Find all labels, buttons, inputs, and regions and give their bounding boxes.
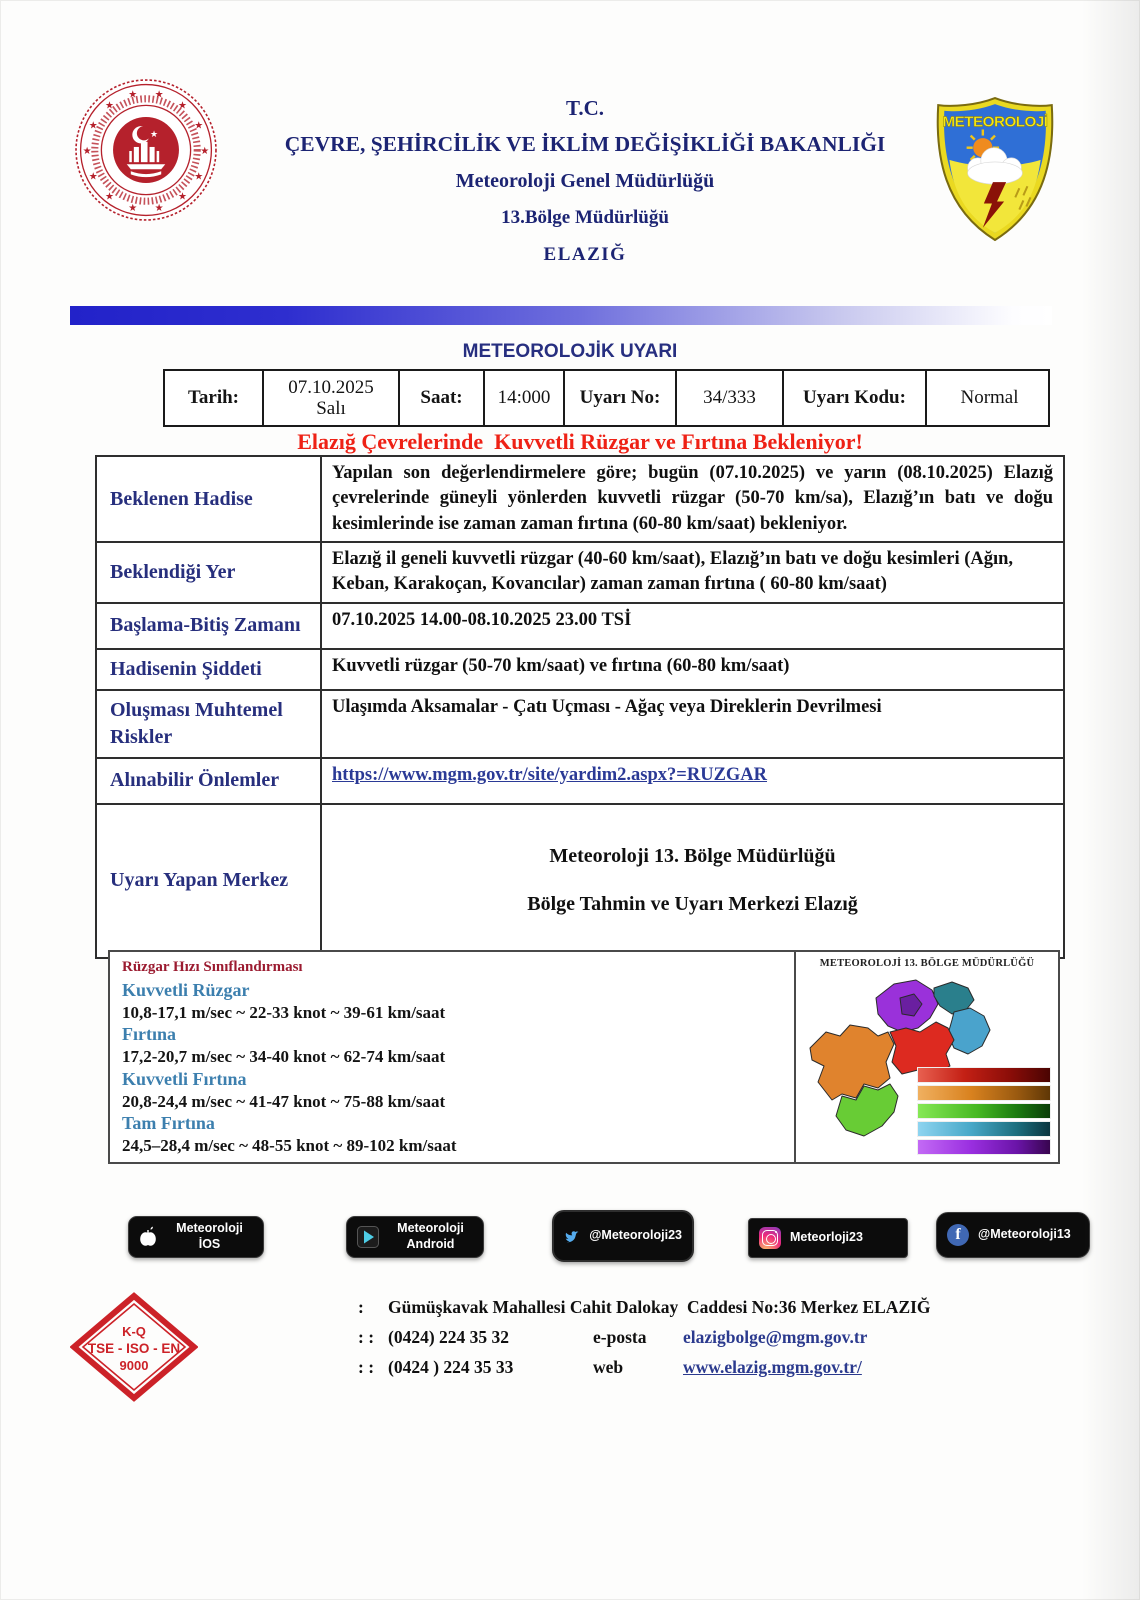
warning-code-value: Normal bbox=[925, 371, 1052, 425]
facebook-button[interactable] bbox=[936, 1212, 1090, 1258]
table-row bbox=[97, 689, 1063, 757]
app-android-button[interactable] bbox=[346, 1216, 484, 1258]
apple-icon bbox=[139, 1226, 157, 1248]
facebook-icon: f bbox=[947, 1224, 969, 1246]
svg-text:★: ★ bbox=[200, 146, 210, 158]
table-row bbox=[97, 803, 1063, 957]
table-row bbox=[97, 457, 1063, 541]
twitter-handle: @Meteoroloji23 bbox=[589, 1228, 682, 1243]
svg-text:★: ★ bbox=[194, 120, 204, 132]
app-ios-label: Meteoroloji İOS bbox=[176, 1221, 243, 1251]
expected-event-value: Yapılan son değerlendirmelere göre; bugün (07.10.2025) ve yarın (08.10.2025) Elazığ çevrelerinde güneyli yönlerden kuvvetli rüzgar (50-70 km/sa), Elazığ’ın batı ve doğu kesimlerinde ise zaman zaman fırtına (60-80 km/saat) bekleniyor. bbox=[332, 463, 1053, 534]
table-row bbox=[97, 602, 1063, 648]
possible-risks-label: Oluşması Muhtemel Riskler bbox=[97, 691, 322, 757]
table-row bbox=[97, 541, 1063, 602]
app-ios-button[interactable] bbox=[128, 1216, 264, 1258]
start-end-time-value: 07.10.2025 14.00-08.10.2025 23.00 TSİ bbox=[332, 609, 632, 630]
class-name-strong-wind: Kuvvetli Rüzgar bbox=[122, 980, 250, 1000]
legend-bar-purple bbox=[918, 1140, 1050, 1154]
wind-classification-title: Rüzgar Hızı Sınıflandırması bbox=[122, 959, 303, 975]
ministry-seal-logo bbox=[74, 78, 218, 222]
issuing-center-value bbox=[322, 805, 1063, 957]
date-label: Tarih: bbox=[187, 387, 240, 409]
legend-bar-blue bbox=[918, 1122, 1050, 1136]
header-general-directorate: Meteoroloji Genel Müdürlüğü bbox=[455, 170, 715, 192]
event-severity-label: Hadisenin Şiddeti bbox=[97, 650, 322, 689]
contact-address-row bbox=[358, 1297, 1038, 1318]
website-link[interactable]: www.elazig.mgm.gov.tr/ bbox=[683, 1357, 862, 1377]
photo-edge-shade bbox=[1082, 0, 1140, 1600]
phone1-prefix: : : bbox=[358, 1327, 375, 1347]
region-map-panel bbox=[794, 952, 1058, 1162]
warning-detail-table bbox=[95, 455, 1065, 959]
warning-no-value: 34/333 bbox=[675, 371, 782, 425]
warning-code-label: Uyarı Kodu: bbox=[782, 371, 925, 425]
table-row bbox=[97, 648, 1063, 689]
address-prefix: : bbox=[358, 1297, 364, 1317]
date-value-date: 07.10.2025 bbox=[288, 376, 374, 398]
header-city: ELAZIĞ bbox=[543, 244, 627, 265]
legend-bar-red bbox=[918, 1068, 1050, 1082]
expected-location-label: Beklendiği Yer bbox=[97, 543, 322, 602]
expected-event-label: Beklenen Hadise bbox=[97, 457, 322, 541]
svg-text:★: ★ bbox=[128, 202, 138, 214]
svg-text:★: ★ bbox=[88, 171, 98, 183]
tse-mid-text: TSE - ISO - EN bbox=[87, 1341, 181, 1356]
precautions-value bbox=[322, 759, 1063, 803]
region-map-title: METEOROLOJİ 13. BÖLGE MÜDÜRLÜĞÜ bbox=[819, 958, 1035, 969]
expected-location-value: Elazığ il geneli kuvvetli rüzgar (40-60 km/saat), Elazığ’ın batı ve doğu kesimleri (Ağın, Keban, Karakoçan, Kovancılar) zaman zaman fırtına ( 60-80 km/saat) bbox=[332, 549, 1014, 595]
contact-block bbox=[358, 1297, 1038, 1387]
phone1-value: (0424) 224 35 32 bbox=[388, 1327, 510, 1347]
svg-text:★: ★ bbox=[104, 191, 115, 203]
legend-bar-green bbox=[918, 1104, 1050, 1118]
wind-classification-list bbox=[110, 952, 794, 1162]
possible-risks-value: Ulaşımda Aksamalar - Çatı Uçması - Ağaç veya Direklerin Devrilmesi bbox=[332, 696, 882, 717]
class-name-full-storm: Tam Fırtına bbox=[122, 1113, 215, 1134]
start-end-time-label: Başlama-Bitiş Zamanı bbox=[97, 604, 322, 648]
svg-text:★: ★ bbox=[177, 100, 188, 112]
map-legend bbox=[918, 1064, 1050, 1154]
header-ministry: ÇEVRE, ŞEHİRCİLİK VE İKLİM DEĞİŞİKLİĞİ BAKANLIĞI bbox=[284, 132, 886, 156]
google-play-icon bbox=[357, 1226, 379, 1248]
issuing-center-line1: Meteoroloji 13. Bölge Müdürlüğü bbox=[549, 845, 836, 868]
instagram-button[interactable] bbox=[748, 1218, 908, 1258]
facebook-handle: @Meteoroloji13 bbox=[978, 1227, 1071, 1242]
event-severity-value: Kuvvetli rüzgar (50-70 km/saat) ve fırtına (60-80 km/saat) bbox=[332, 655, 790, 676]
time-label: Saat: bbox=[398, 371, 483, 425]
svg-text:★: ★ bbox=[82, 146, 92, 158]
svg-text:★: ★ bbox=[88, 120, 98, 132]
class-name-storm: Fırtına bbox=[122, 1024, 176, 1045]
date-value-day: Salı bbox=[316, 398, 346, 419]
class-name-strong-storm: Kuvvetli Fırtına bbox=[122, 1068, 247, 1089]
svg-text:★: ★ bbox=[128, 89, 138, 101]
alert-title: METEOROLOJİK UYARI bbox=[462, 341, 678, 362]
contact-phone1-row bbox=[358, 1327, 1038, 1348]
wind-classification-panel bbox=[108, 950, 1060, 1164]
svg-text:★: ★ bbox=[104, 100, 115, 112]
svg-text:★: ★ bbox=[154, 89, 164, 101]
address-text: Gümüşkavak Mahallesi Cahit Dalokay Caddesi No:36 Merkez ELAZIĞ bbox=[388, 1297, 931, 1317]
class-range-storm: 17,2-20,7 m/sec ~ 34-40 knot ~ 62-74 km/saat bbox=[122, 1047, 446, 1067]
warning-no-label: Uyarı No: bbox=[563, 371, 675, 425]
time-value: 14:000 bbox=[483, 371, 563, 425]
twitter-icon bbox=[564, 1226, 580, 1246]
web-label: web bbox=[593, 1357, 624, 1377]
instagram-handle: Meteorloji23 bbox=[790, 1230, 863, 1245]
class-range-strong-wind: 10,8-17,1 m/sec ~ 22-33 knot ~ 39-61 km/saat bbox=[122, 1002, 446, 1022]
alert-info-table bbox=[163, 369, 1050, 427]
phone2-value: (0424 ) 224 35 33 bbox=[388, 1357, 514, 1377]
meteorology-shield-logo bbox=[932, 95, 1058, 243]
date-value bbox=[262, 371, 398, 425]
eposta-value: elazigbolge@mgm.gov.tr bbox=[683, 1327, 868, 1347]
phone2-prefix: : : bbox=[358, 1357, 375, 1377]
svg-text:★: ★ bbox=[177, 191, 188, 203]
document-header bbox=[200, 96, 970, 266]
contact-phone2-row bbox=[358, 1357, 1038, 1378]
twitter-button[interactable] bbox=[552, 1210, 694, 1262]
tse-top-text: K-Q bbox=[122, 1324, 146, 1339]
precautions-label: Alınabilir Önlemler bbox=[97, 759, 322, 803]
header-region-directorate: 13.Bölge Müdürlüğü bbox=[501, 207, 669, 228]
tse-bottom-text: 9000 bbox=[119, 1358, 149, 1373]
tse-iso-logo bbox=[70, 1292, 198, 1402]
app-android-label: Meteoroloji Android bbox=[397, 1221, 464, 1251]
class-range-strong-storm: 20,8-24,4 m/sec ~ 41-47 knot ~ 75-88 km/saat bbox=[122, 1091, 446, 1111]
warning-headline: Elazığ Çevrelerinde Kuvvetli Rüzgar ve Fırtına Bekleniyor! bbox=[297, 429, 863, 454]
issuing-center-line2: Bölge Tahmin ve Uyarı Merkezi Elazığ bbox=[527, 892, 858, 915]
header-tc: T.C. bbox=[565, 96, 605, 120]
eposta-label: e-posta bbox=[593, 1327, 647, 1347]
shield-logo-text: METEOROLOJİ bbox=[942, 113, 1048, 131]
issuing-center-label: Uyarı Yapan Merkez bbox=[97, 805, 322, 957]
precautions-link[interactable]: https://www.mgm.gov.tr/site/yardim2.aspx?=RUZGAR bbox=[332, 764, 768, 785]
legend-bar-orange bbox=[918, 1086, 1050, 1100]
class-range-full-storm: 24,5–28,4 m/sec ~ 48-55 knot ~ 89-102 km/saat bbox=[122, 1136, 457, 1156]
svg-text:★: ★ bbox=[194, 171, 204, 183]
svg-text:★: ★ bbox=[150, 128, 159, 139]
table-row bbox=[97, 757, 1063, 803]
instagram-icon bbox=[759, 1227, 781, 1249]
svg-text:★: ★ bbox=[154, 202, 164, 214]
map-region-blue bbox=[948, 1008, 990, 1054]
blue-gradient-divider bbox=[70, 306, 1052, 325]
